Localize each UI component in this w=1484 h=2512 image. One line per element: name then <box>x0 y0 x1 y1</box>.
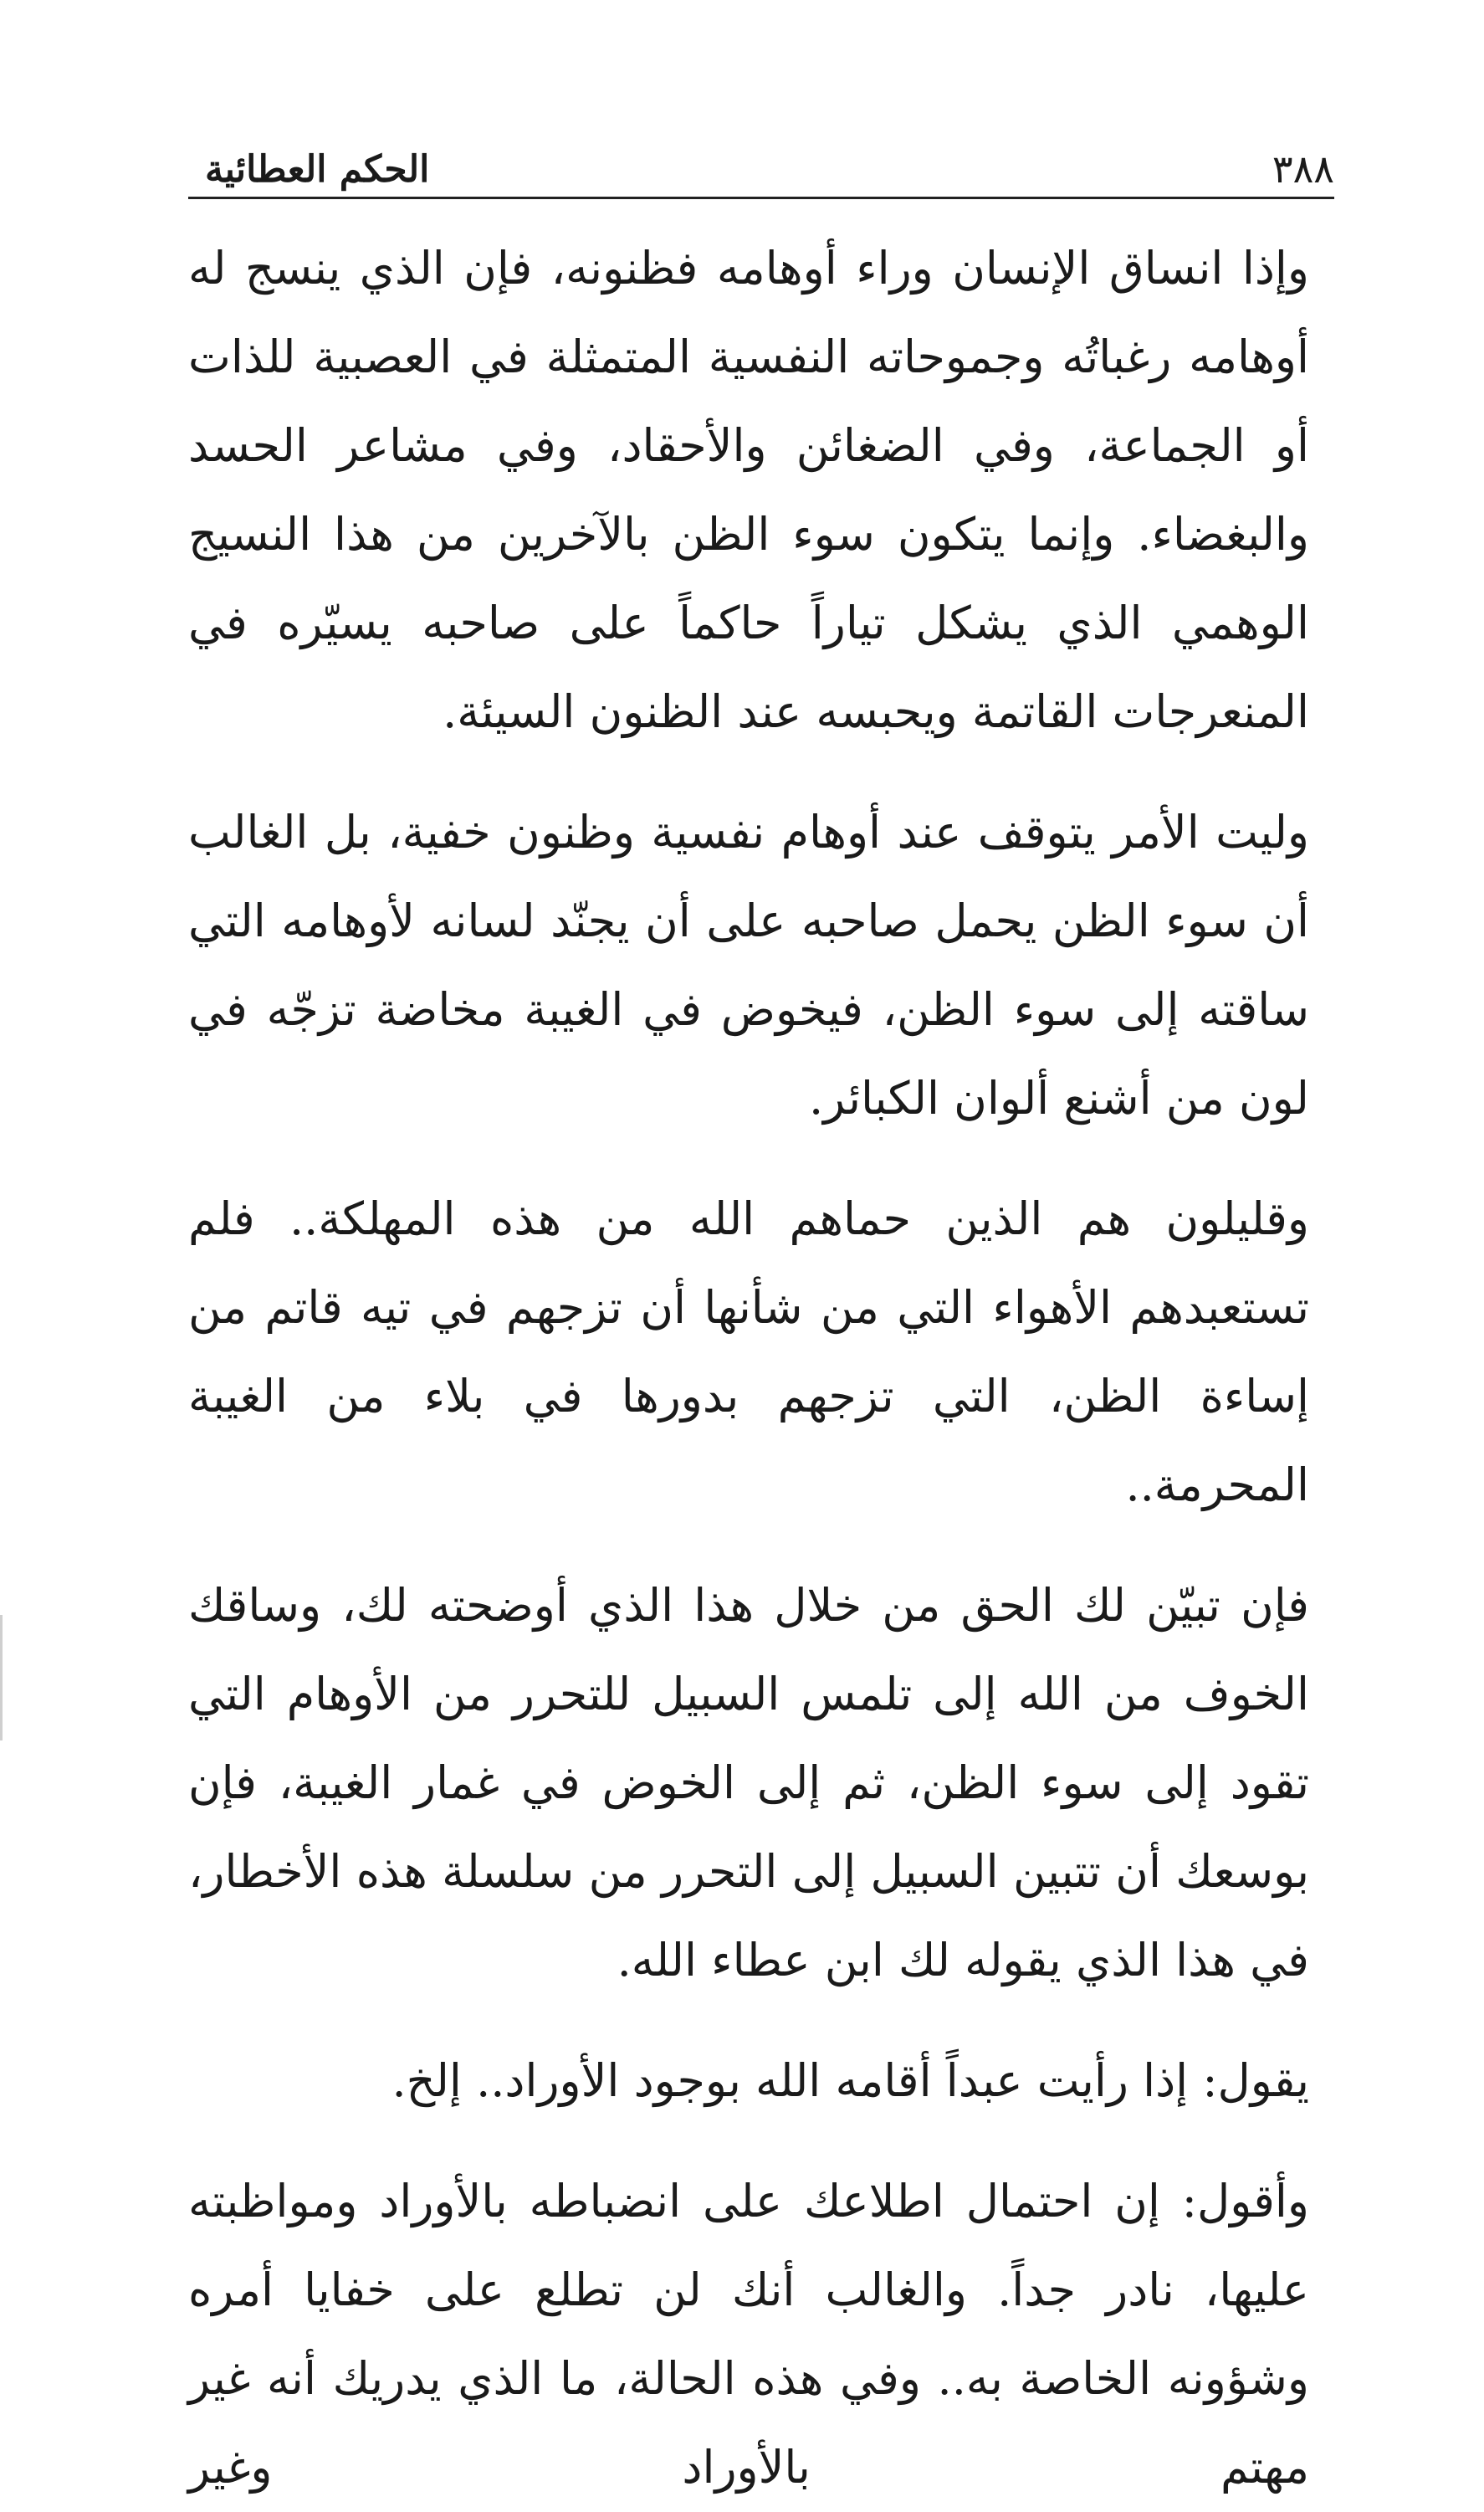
paragraph: يقول: إذا رأيت عبداً أقامه الله بوجود الأوراد.. إلخ. <box>391 2054 1309 2107</box>
page-number: ٣٨٨ <box>1272 146 1334 192</box>
paragraph: وليت الأمر يتوقف عند أوهام نفسية وظنون خفية، بل الغالب أن سوء الظن يحمل صاحبه على أن يجنّد لسانه لأوهامه التي ساقته إلى سوء الظن، فيخوض في الغيبة مخاضة تزجّه في لون من أشنع ألوان الكبائر. <box>188 806 1309 1125</box>
paragraph: وإذا انساق الإنسان وراء أوهامه فظنونه، فإن الذي ينسج له أوهامه رغباتُه وجموحاته النفسية المتمثلة في العصبية للذات أو الجماعة، وفي الضغائن والأحقاد، وفي مشاعر الحسد والبغضاء. وإنما يتكون سوء الظن بالآخرين من هذا النسيج الوهمي الذي يشكل تياراً حاكماً على صاحبه يسيّره في المنعرجات القاتمة ويحبسه عند الظنون السيئة. <box>188 242 1309 738</box>
book-title: الحكم العطائية <box>205 148 430 191</box>
paragraph: فإن تبيّن لك الحق من خلال هذا الذي أوضحته لك، وساقك الخوف من الله إلى تلمس السبيل للتحرر من الأوهام التي تقود إلى سوء الظن، ثم إلى الخوض في غمار الغيبة، فإن بوسعك أن تتبين السبيل إلى التحرر من سلسلة هذه الأخطار، في هذا الذي يقوله لك ابن عطاء الله. <box>188 1579 1309 1987</box>
paragraph: وأقول: إن احتمال اطلاعك على انضباطه بالأوراد ومواظبته عليها، نادر جداً. والغالب أنك لن تطلع على خفايا أمره وشؤونه الخاصة به.. وفي هذه الحالة، ما الذي يدريك أنه غير مهتم بالأوراد وغير <box>188 2175 1309 2494</box>
scan-edge-mark <box>0 1615 3 1740</box>
paragraph: وقليلون هم الذين حماهم الله من هذه المهلكة.. فلم تستعبدهم الأهواء التي من شأنها أن تزجهم في تيه قاتم من إساءة الظن، التي تزجهم بدورها في بلاء من الغيبة المحرمة.. <box>188 1192 1309 1511</box>
body-text <box>188 224 1309 2512</box>
running-header <box>188 130 1334 199</box>
